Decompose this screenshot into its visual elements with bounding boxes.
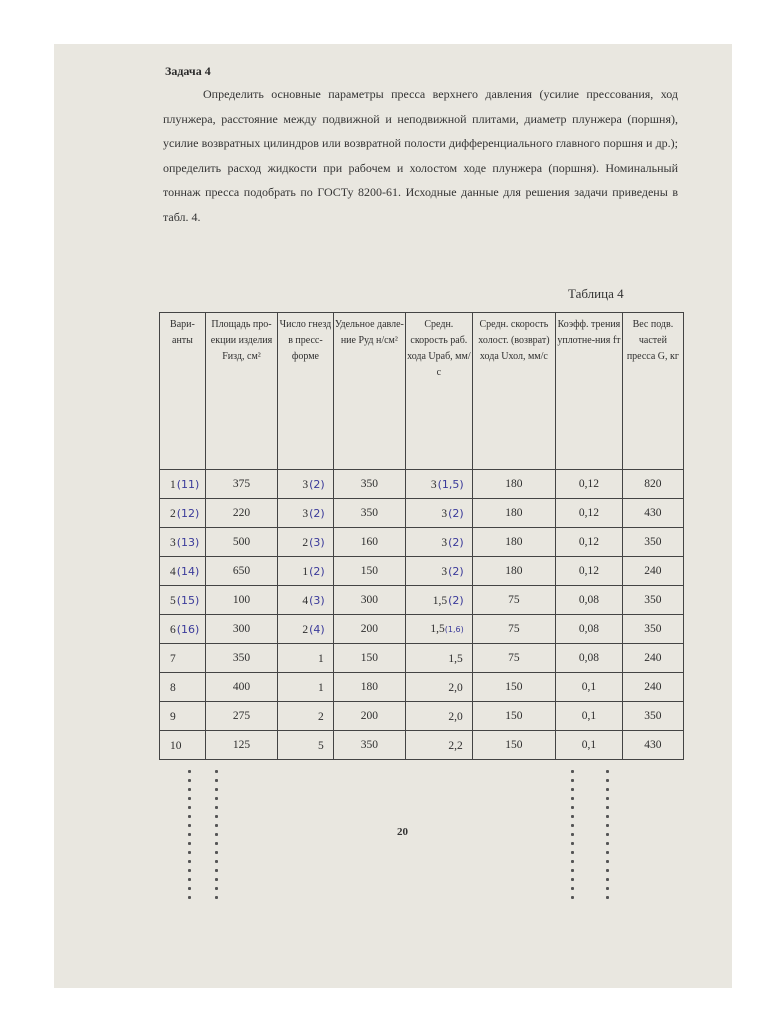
work-speed-cell (406, 557, 473, 586)
friction-cell (556, 528, 623, 557)
idle-speed-value: 180 (505, 478, 523, 490)
work-speed-cell (406, 499, 473, 528)
handwritten-speed-note: (2) (448, 593, 464, 607)
scan-speck (606, 851, 609, 854)
weight-value: 430 (644, 739, 662, 751)
nests-value: 1 (317, 652, 324, 665)
handwritten-speed-note: (1,6) (444, 625, 464, 634)
nests-cell (278, 615, 334, 644)
nests-cell (278, 557, 334, 586)
table-row (160, 731, 684, 760)
work-speed-value: 1,5 (432, 594, 448, 607)
friction-value: 0,08 (578, 623, 599, 635)
scan-speck (606, 797, 609, 800)
nests-cell (278, 702, 334, 731)
scan-speck (606, 770, 609, 773)
handwritten-nests-note: (2) (309, 506, 325, 520)
scan-speck (571, 824, 574, 827)
header-idle-speed: Средн. скорость холост. (возврат) хода Uхол, мм/с (472, 313, 555, 470)
weight-value: 240 (644, 652, 662, 664)
handwritten-speed-note: (2) (448, 506, 464, 520)
scan-speck (215, 797, 218, 800)
weight-value: 350 (644, 710, 662, 722)
weight-cell (622, 470, 683, 499)
nests-value: 3 (302, 507, 309, 520)
pressure-value: 200 (360, 623, 378, 635)
scan-speck (188, 869, 191, 872)
work-speed-cell (406, 615, 473, 644)
scan-speck (215, 851, 218, 854)
pressure-value: 160 (360, 536, 378, 548)
weight-cell (622, 557, 683, 586)
scan-speck (188, 824, 191, 827)
nests-value: 3 (302, 478, 309, 491)
variant-number: 2 (170, 507, 176, 520)
work-speed-value: 2,0 (448, 681, 463, 694)
scan-speck (606, 860, 609, 863)
page-number: 20 (397, 826, 408, 838)
scan-speck (571, 887, 574, 890)
variant-number: 10 (170, 739, 182, 752)
handwritten-nests-note: (2) (309, 477, 325, 491)
header-pressure: Удельное давле-ние Руд н/см² (333, 313, 405, 470)
scan-speck (571, 770, 574, 773)
scan-speck (215, 815, 218, 818)
area-cell (205, 702, 277, 731)
scan-speck (188, 833, 191, 836)
idle-speed-cell (472, 644, 555, 673)
scan-speck (188, 788, 191, 791)
scan-speck (188, 815, 191, 818)
weight-value: 350 (644, 623, 662, 635)
pressure-value: 180 (360, 681, 378, 693)
pressure-value: 300 (360, 594, 378, 606)
scan-speck (215, 869, 218, 872)
header-variants: Вари-анты (160, 313, 206, 470)
area-value: 275 (232, 710, 251, 722)
nests-value: 2 (302, 536, 309, 549)
scan-speck (215, 770, 218, 773)
scan-speck (188, 797, 191, 800)
friction-value: 0,1 (581, 739, 597, 751)
table-row (160, 499, 684, 528)
weight-cell (622, 731, 683, 760)
pressure-value: 150 (360, 565, 378, 577)
table-row (160, 644, 684, 673)
scan-speck (215, 878, 218, 881)
variant-cell (160, 499, 206, 528)
variant-cell (160, 470, 206, 499)
nests-cell (278, 644, 334, 673)
weight-value: 350 (644, 594, 662, 606)
friction-cell (556, 586, 623, 615)
idle-speed-value: 150 (505, 681, 523, 693)
area-cell (205, 470, 277, 499)
area-value: 300 (232, 623, 251, 635)
weight-cell (622, 586, 683, 615)
nests-cell (278, 731, 334, 760)
scan-speck (188, 860, 191, 863)
scan-speck (571, 842, 574, 845)
friction-value: 0,12 (578, 478, 599, 490)
scan-speck (215, 824, 218, 827)
pressure-cell (333, 557, 405, 586)
scan-speck (571, 806, 574, 809)
area-cell (205, 644, 277, 673)
pressure-value: 350 (360, 478, 378, 490)
nests-cell (278, 528, 334, 557)
weight-value: 820 (644, 478, 662, 490)
scan-speck (606, 833, 609, 836)
nests-value: 2 (302, 623, 309, 636)
scan-speck (571, 833, 574, 836)
scan-speck (571, 896, 574, 899)
area-value: 400 (232, 681, 251, 693)
idle-speed-value: 150 (505, 739, 523, 751)
variant-cell (160, 615, 206, 644)
header-work-speed: Средн. скорость раб. хода Uраб, мм/с (406, 313, 473, 470)
scan-speck (215, 860, 218, 863)
scan-speck (606, 878, 609, 881)
table-row (160, 586, 684, 615)
variant-cell (160, 557, 206, 586)
task-title: Задача 4 (165, 64, 211, 78)
weight-cell (622, 499, 683, 528)
pressure-cell (333, 673, 405, 702)
idle-speed-cell (472, 557, 555, 586)
scan-speck (215, 833, 218, 836)
scan-speck (606, 824, 609, 827)
scan-speck (606, 842, 609, 845)
friction-cell (556, 615, 623, 644)
handwritten-nests-note: (4) (309, 622, 325, 636)
scan-speck (571, 815, 574, 818)
pressure-cell (333, 470, 405, 499)
area-value: 650 (232, 565, 251, 577)
handwritten-variant-note: (14) (176, 564, 200, 578)
work-speed-value: 1,5 (430, 623, 445, 635)
work-speed-value: 2,0 (448, 710, 463, 723)
pressure-cell (333, 528, 405, 557)
work-speed-value: 1,5 (448, 652, 463, 665)
scan-speck (606, 896, 609, 899)
pressure-value: 150 (360, 652, 378, 664)
scan-speck (215, 896, 218, 899)
variant-cell (160, 731, 206, 760)
nests-cell (278, 586, 334, 615)
friction-cell (556, 731, 623, 760)
area-cell (205, 557, 277, 586)
work-speed-value: 3 (430, 478, 437, 491)
nests-value: 1 (317, 681, 324, 694)
scan-speck (188, 878, 191, 881)
weight-cell (622, 615, 683, 644)
variant-number: 8 (170, 681, 176, 694)
table-row (160, 528, 684, 557)
scan-speck (188, 842, 191, 845)
scan-speck (571, 860, 574, 863)
pressure-value: 350 (360, 739, 378, 751)
idle-speed-cell (472, 528, 555, 557)
weight-cell (622, 702, 683, 731)
handwritten-speed-note: (2) (448, 564, 464, 578)
header-weight: Вес подв. частей пресса G, кг (622, 313, 683, 470)
friction-value: 0,12 (578, 565, 599, 577)
scan-speck (606, 869, 609, 872)
idle-speed-cell (472, 615, 555, 644)
pressure-cell (333, 586, 405, 615)
variant-number: 3 (170, 536, 176, 549)
work-speed-cell (406, 586, 473, 615)
idle-speed-value: 180 (505, 536, 523, 548)
handwritten-variant-note: (11) (176, 477, 200, 491)
area-value: 350 (232, 652, 251, 664)
variant-cell (160, 528, 206, 557)
work-speed-cell (406, 528, 473, 557)
pressure-cell (333, 499, 405, 528)
task-description: Определить основные параметры пресса верхнего давления (усилие прессования, ход плунжера, расстояние между подвижной и неподвижной плитами, диаметр плунжера (поршня), усилие возвратных цилиндров или возвратной полости дифференциального главного поршня и др.); определить расход жидкости при рабочем и холостом ходе плунжера (поршня). Номинальный тоннаж пресса подобрать по ГОСТу 8200-61. Исходные данные для решения задачи приведены в табл. 4. (163, 87, 678, 224)
friction-value: 0,1 (581, 710, 597, 722)
nests-cell (278, 470, 334, 499)
pressure-cell (333, 615, 405, 644)
friction-value: 0,1 (581, 681, 597, 693)
work-speed-cell (406, 731, 473, 760)
handwritten-speed-note: (1,5) (437, 477, 464, 491)
scan-speck (188, 770, 191, 773)
header-nests: Число гнезд в пресс-форме (278, 313, 334, 470)
pressure-cell (333, 644, 405, 673)
nests-value: 4 (302, 594, 309, 607)
friction-cell (556, 702, 623, 731)
friction-cell (556, 470, 623, 499)
work-speed-value: 3 (441, 536, 448, 549)
area-cell (205, 528, 277, 557)
scan-speck (188, 779, 191, 782)
work-speed-value: 3 (441, 565, 448, 578)
work-speed-cell (406, 673, 473, 702)
scan-speck (606, 779, 609, 782)
variant-cell (160, 702, 206, 731)
handwritten-nests-note: (3) (309, 535, 325, 549)
parameters-table (159, 312, 684, 760)
area-cell (205, 586, 277, 615)
variant-cell (160, 673, 206, 702)
variant-number: 9 (170, 710, 176, 723)
scan-speck (606, 887, 609, 890)
idle-speed-value: 75 (508, 623, 520, 635)
handwritten-nests-note: (2) (309, 564, 325, 578)
scan-speck (215, 806, 218, 809)
weight-value: 350 (644, 536, 662, 548)
variant-number: 7 (170, 652, 176, 665)
friction-cell (556, 644, 623, 673)
table-row (160, 557, 684, 586)
area-value: 100 (232, 594, 251, 606)
friction-value: 0,12 (578, 507, 599, 519)
area-cell (205, 499, 277, 528)
work-speed-value: 2,2 (448, 739, 463, 752)
weight-cell (622, 673, 683, 702)
scan-speck (606, 806, 609, 809)
work-speed-cell (406, 470, 473, 499)
work-speed-cell (406, 702, 473, 731)
weight-cell (622, 644, 683, 673)
idle-speed-value: 75 (508, 594, 520, 606)
idle-speed-cell (472, 470, 555, 499)
variant-number: 5 (170, 594, 176, 607)
idle-speed-cell (472, 673, 555, 702)
idle-speed-cell (472, 586, 555, 615)
table-row (160, 673, 684, 702)
idle-speed-value: 75 (508, 652, 520, 664)
idle-speed-cell (472, 499, 555, 528)
friction-value: 0,12 (578, 536, 599, 548)
handwritten-nests-note: (3) (309, 593, 325, 607)
nests-value: 2 (317, 710, 324, 723)
scan-speck (215, 842, 218, 845)
idle-speed-value: 180 (505, 507, 523, 519)
table-row (160, 615, 684, 644)
scan-speck (606, 788, 609, 791)
pressure-cell (333, 731, 405, 760)
variant-cell (160, 586, 206, 615)
scan-speck (215, 779, 218, 782)
scan-speck (571, 797, 574, 800)
handwritten-variant-note: (16) (176, 622, 200, 636)
variant-number: 1 (170, 478, 176, 491)
scan-speck (188, 887, 191, 890)
nests-value: 1 (302, 565, 309, 578)
work-speed-cell (406, 644, 473, 673)
idle-speed-cell (472, 702, 555, 731)
friction-cell (556, 499, 623, 528)
table-row (160, 702, 684, 731)
friction-value: 0,08 (578, 594, 599, 606)
area-value: 125 (232, 739, 251, 751)
scan-speck (215, 887, 218, 890)
scan-speck (188, 851, 191, 854)
pressure-value: 200 (360, 710, 378, 722)
weight-value: 240 (644, 565, 662, 577)
header-area: Площадь про-екции изделия Fизд, см² (205, 313, 277, 470)
scan-speck (571, 869, 574, 872)
idle-speed-value: 150 (505, 710, 523, 722)
friction-cell (556, 557, 623, 586)
area-value: 375 (232, 478, 251, 490)
weight-cell (622, 528, 683, 557)
header-friction: Коэфф. трения уплотне-ния fт (556, 313, 623, 470)
nests-value: 5 (317, 739, 324, 752)
handwritten-variant-note: (13) (176, 535, 200, 549)
idle-speed-value: 180 (505, 565, 523, 577)
pressure-value: 350 (360, 507, 378, 519)
handwritten-speed-note: (2) (448, 535, 464, 549)
variant-cell (160, 644, 206, 673)
area-cell (205, 673, 277, 702)
table-header-row (160, 313, 684, 470)
table-label: Таблица 4 (568, 286, 624, 301)
scan-speck (571, 779, 574, 782)
scan-speck (571, 788, 574, 791)
scan-speck (188, 806, 191, 809)
nests-cell (278, 499, 334, 528)
scan-speck (606, 815, 609, 818)
nests-cell (278, 673, 334, 702)
scan-speck (571, 851, 574, 854)
area-value: 220 (232, 507, 251, 519)
weight-value: 240 (644, 681, 662, 693)
area-cell (205, 615, 277, 644)
work-speed-value: 3 (441, 507, 448, 520)
weight-value: 430 (644, 507, 662, 519)
variant-number: 4 (170, 565, 176, 578)
handwritten-variant-note: (15) (176, 593, 200, 607)
friction-cell (556, 673, 623, 702)
area-value: 500 (232, 536, 251, 548)
idle-speed-cell (472, 731, 555, 760)
scan-speck (215, 788, 218, 791)
scan-speck (571, 878, 574, 881)
pressure-cell (333, 702, 405, 731)
area-cell (205, 731, 277, 760)
friction-value: 0,08 (578, 652, 599, 664)
variant-number: 6 (170, 623, 176, 636)
scan-speck (188, 896, 191, 899)
table-row (160, 470, 684, 499)
handwritten-variant-note: (12) (176, 506, 200, 520)
